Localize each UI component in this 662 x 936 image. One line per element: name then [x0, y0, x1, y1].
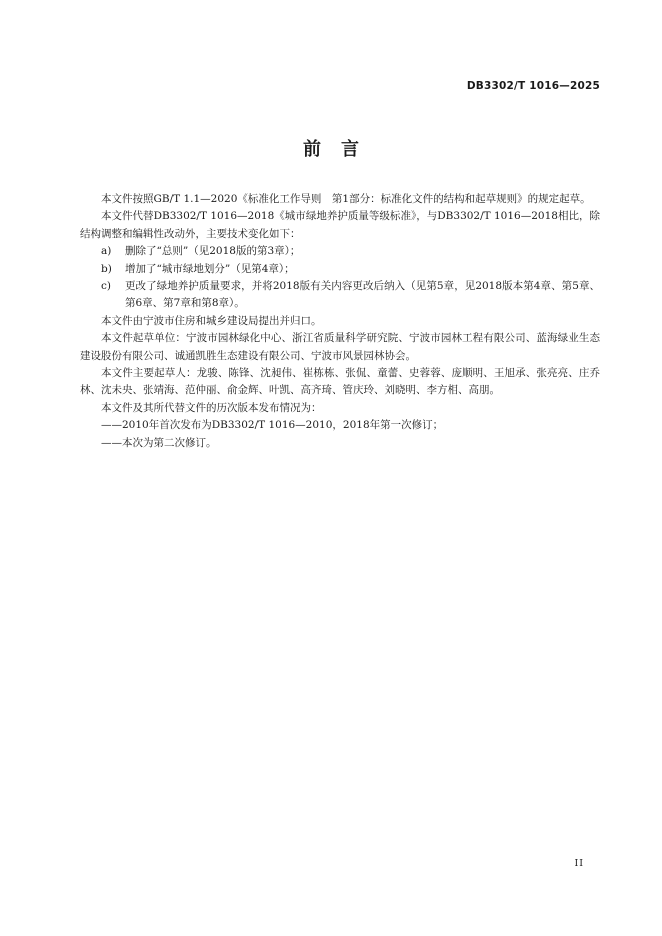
document-code: DB3302/T 1016—2025	[466, 80, 600, 92]
list-item	[80, 243, 600, 260]
page-title: 前言	[303, 139, 379, 160]
list-item	[80, 278, 600, 313]
paragraph-replacement: 本文件代替DB3302/T 1016—2018《城市绿地养护质量等级标准》，与DB3302/T 1016—2018相比，除结构调整和编辑性改动外，主要技术变化如下：	[80, 210, 600, 240]
page-number: II	[574, 858, 584, 869]
list-item-marker: a)	[101, 245, 112, 258]
paragraph-history-intro: 本文件及其所代替文件的历次版本发布情况为：	[101, 401, 322, 414]
list-item-text: 删除了“总则”（见2018版的第3章）；	[125, 245, 301, 258]
list-item-marker: b)	[101, 262, 112, 275]
paragraph-proposer: 本文件由宁波市住房和城乡建设局提出并归口。	[101, 314, 322, 327]
list-item-text: 增加了“城市绿地划分”（见第4章）；	[125, 262, 295, 275]
paragraph-drafting-units: 本文件起草单位：宁波市园林绿化中心、浙江省质量科学研究院、宁波市园林工程有限公司、蓝海绿业生态建设股份有限公司、诚通凯胜生态建设有限公司、宁波市风景园林协会。	[80, 332, 600, 362]
history-item: ——2010年首次发布为DB3302/T 1016—2010，2018年第一次修订；	[101, 419, 444, 432]
paragraph-drafters: 本文件主要起草人：龙骏、陈锋、沈昶伟、崔栋栋、张侃、童蕾、史蓉蓉、庞顺明、王旭承、张亮亮、庄乔林、沈未央、张靖海、范仲丽、俞金辉、叶凯、高齐琦、管庆玲、刘晓明、李方相、高朋。	[80, 367, 600, 397]
list-item-text: 更改了绿地养护质量要求，并将2018版有关内容更改后纳入（见第5章，见2018版本第4章、第5章、第6章、第7章和第8章）。	[125, 280, 600, 310]
paragraph-drafting-rules: 本文件按照GB/T 1.1—2020《标准化工作导则 第1部分：标准化文件的结构和起草规则》的规定起草。	[101, 193, 591, 205]
foreword-body	[80, 191, 600, 452]
history-item: ——本次为第二次修订。	[101, 436, 217, 449]
list-item-marker: c)	[101, 280, 111, 293]
list-item	[80, 261, 600, 278]
